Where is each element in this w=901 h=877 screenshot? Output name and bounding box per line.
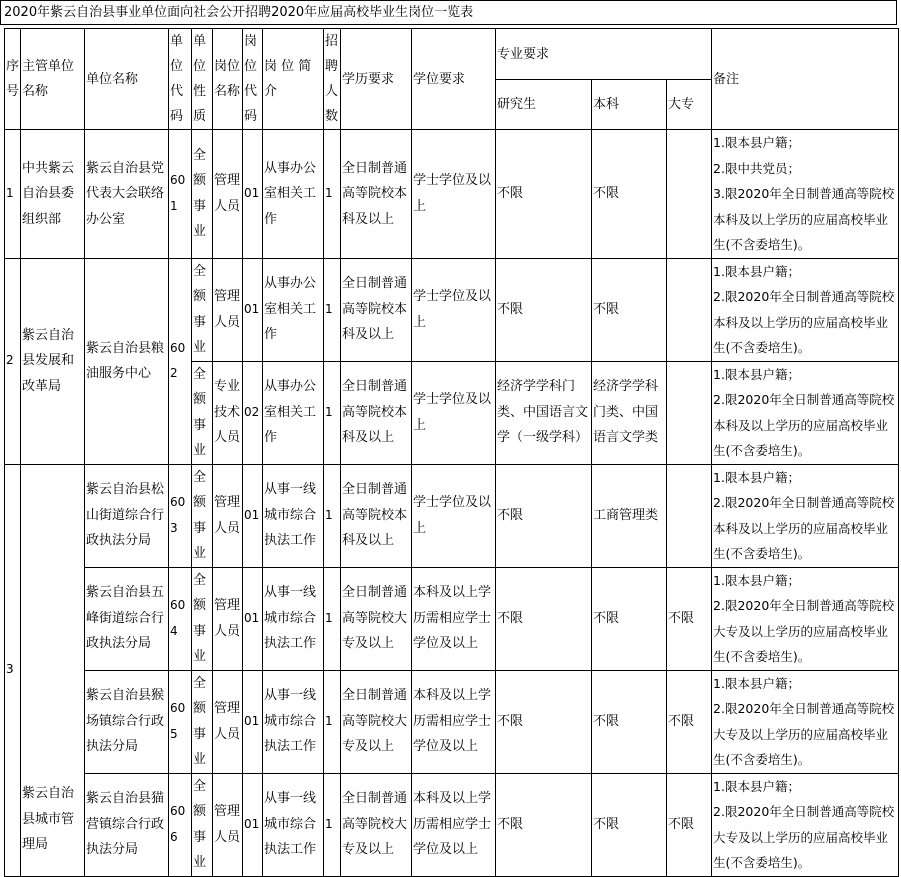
count-cell: 1 bbox=[324, 361, 341, 464]
remark-line: 1.限本县户籍； bbox=[713, 135, 800, 150]
unit-code-cell: 604 bbox=[169, 567, 192, 670]
dept-cell: 中共紫云自治县委组织部 bbox=[21, 130, 85, 259]
remark-line: 1.限本县户籍； bbox=[713, 675, 800, 691]
table-row bbox=[5, 130, 899, 259]
post-code-cell: 02 bbox=[243, 361, 263, 464]
remark-cell bbox=[712, 567, 899, 670]
table-row bbox=[5, 567, 899, 670]
remark-line: 1.限本县户籍； bbox=[713, 366, 800, 382]
post-code-cell: 01 bbox=[243, 130, 263, 259]
unit-code-cell: 602 bbox=[169, 258, 192, 464]
header-edu: 学历要求 bbox=[341, 29, 412, 130]
table-row bbox=[5, 464, 899, 567]
remark-cell bbox=[712, 130, 899, 259]
edu-cell: 全日制普通高等院校本科及以上 bbox=[341, 130, 412, 259]
remark-line: 2.限2020年全日制普通高等院校大专及以上学历的应届高校毕业生(不含委培生)。 bbox=[713, 598, 895, 664]
post-desc-cell: 从事一线城市综合执法工作 bbox=[263, 567, 324, 670]
post-name-cell: 专业技术人员 bbox=[213, 361, 243, 464]
count-cell: 1 bbox=[324, 464, 341, 567]
header-count: 招聘人数 bbox=[324, 29, 341, 130]
unit-code-cell: 603 bbox=[169, 464, 192, 567]
edu-cell: 全日制普通高等院校本科及以上 bbox=[341, 258, 412, 361]
remark-cell bbox=[712, 670, 899, 773]
bachelor-cell: 不限 bbox=[592, 130, 667, 259]
unit-cell: 紫云自治县粮油服务中心 bbox=[85, 258, 169, 464]
college-cell: 不限 bbox=[667, 670, 712, 773]
grad-cell: 不限 bbox=[496, 567, 592, 670]
degree-cell: 学士学位及以上 bbox=[412, 130, 496, 259]
college-cell: 不限 bbox=[667, 773, 712, 876]
post-desc-cell: 从事办公室相关工作 bbox=[263, 361, 324, 464]
grad-cell: 不限 bbox=[496, 258, 592, 361]
header-college: 大专 bbox=[667, 80, 712, 130]
grad-cell: 不限 bbox=[496, 464, 592, 567]
grad-cell: 不限 bbox=[496, 773, 592, 876]
bachelor-cell: 不限 bbox=[592, 258, 667, 361]
bachelor-cell: 不限 bbox=[592, 567, 667, 670]
unit-code-cell: 601 bbox=[169, 130, 192, 259]
college-cell bbox=[667, 130, 712, 259]
remark-line: 2.限2020年全日制普通高等院校本科及以上学历的应届高校毕业生(不含委培生)。 bbox=[713, 495, 895, 561]
remark-cell bbox=[712, 464, 899, 567]
seq-cell: 3 bbox=[5, 464, 21, 876]
header-major: 专业要求 bbox=[496, 29, 712, 80]
count-cell: 1 bbox=[324, 670, 341, 773]
remark-line: 1.限本县户籍； bbox=[713, 572, 800, 588]
positions-table bbox=[4, 28, 899, 877]
remark-line: 2.限2020年全日制普通高等院校大专及以上学历的应届高校毕业生(不含委培生)。 bbox=[713, 701, 895, 767]
unit-type-cell: 全额事业 bbox=[192, 464, 213, 567]
post-name-cell: 管理人员 bbox=[213, 258, 243, 361]
post-name-cell: 管理人员 bbox=[213, 773, 243, 876]
count-cell: 1 bbox=[324, 258, 341, 361]
seq-cell: 1 bbox=[5, 130, 21, 259]
post-name-cell: 管理人员 bbox=[213, 670, 243, 773]
unit-code-cell: 606 bbox=[169, 773, 192, 876]
table-row bbox=[5, 773, 899, 876]
header-grad: 研究生 bbox=[496, 80, 592, 130]
header-post-name: 岗位名称 bbox=[213, 29, 243, 130]
unit-cell: 紫云自治县松山街道综合行政执法分局 bbox=[85, 464, 169, 567]
post-name-cell: 管理人员 bbox=[213, 567, 243, 670]
count-cell: 1 bbox=[324, 130, 341, 259]
college-cell: 不限 bbox=[667, 567, 712, 670]
seq-cell: 2 bbox=[5, 258, 21, 464]
college-cell bbox=[667, 464, 712, 567]
header-remark: 备注 bbox=[712, 29, 899, 130]
college-cell bbox=[667, 361, 712, 464]
table-row bbox=[5, 258, 899, 361]
header-seq: 序号 bbox=[5, 29, 21, 130]
unit-code-cell: 605 bbox=[169, 670, 192, 773]
edu-cell: 全日制普通高等院校本科及以上 bbox=[341, 464, 412, 567]
table-row bbox=[5, 670, 899, 773]
post-desc-cell: 从事一线城市综合执法工作 bbox=[263, 670, 324, 773]
count-cell: 1 bbox=[324, 567, 341, 670]
remark-cell bbox=[712, 361, 899, 464]
dept-cell: 紫云自治县城市管理局 bbox=[21, 464, 85, 876]
post-code-cell: 01 bbox=[243, 773, 263, 876]
college-cell bbox=[667, 258, 712, 361]
table-title: 2020年紫云自治县事业单位面向社会公开招聘2020年应届高校毕业生岗位一览表 bbox=[0, 0, 897, 25]
bachelor-cell: 不限 bbox=[592, 670, 667, 773]
header-post-desc: 岗 位 简介 bbox=[263, 29, 324, 130]
bachelor-cell: 工商管理类 bbox=[592, 464, 667, 567]
post-desc-cell: 从事一线城市综合执法工作 bbox=[263, 773, 324, 876]
unit-cell: 紫云自治县党代表大会联络办公室 bbox=[85, 130, 169, 259]
remark-line: 2.限2020年全日制普通高等院校大专及以上学历的应届高校毕业生(不含委培生)。 bbox=[713, 804, 895, 870]
edu-cell: 全日制普通高等院校本科及以上 bbox=[341, 361, 412, 464]
remark-line: 2.限2020年全日制普通高等院校本科及以上学历的应届高校毕业生(不含委培生)。 bbox=[713, 289, 895, 355]
header-bachelor: 本科 bbox=[592, 80, 667, 130]
header-unit-type: 单位性质 bbox=[192, 29, 213, 130]
remark-line: 1.限本县户籍； bbox=[713, 778, 800, 794]
unit-type-cell: 全额事业 bbox=[192, 130, 213, 259]
degree-cell: 本科及以上学历需相应学士学位及以上 bbox=[412, 773, 496, 876]
remark-line: 2.限中共党员； bbox=[713, 160, 800, 176]
unit-type-cell: 全额事业 bbox=[192, 670, 213, 773]
edu-cell: 全日制普通高等院校大专及以上 bbox=[341, 670, 412, 773]
post-code-cell: 01 bbox=[243, 567, 263, 670]
header-unit-code: 单位代码 bbox=[169, 29, 192, 130]
remark-line: 2.限2020年全日制普通高等院校本科及以上学历的应届高校毕业生(不含委培生)。 bbox=[713, 392, 895, 458]
remark-line: 1.限本县户籍； bbox=[713, 469, 800, 485]
edu-cell: 全日制普通高等院校大专及以上 bbox=[341, 773, 412, 876]
post-name-cell: 管理人员 bbox=[213, 464, 243, 567]
count-cell: 1 bbox=[324, 773, 341, 876]
degree-cell: 学士学位及以上 bbox=[412, 258, 496, 361]
header-post-code: 岗位代码 bbox=[243, 29, 263, 130]
header-degree: 学位要求 bbox=[412, 29, 496, 130]
unit-cell: 紫云自治县猴场镇综合行政执法分局 bbox=[85, 670, 169, 773]
remark-cell bbox=[712, 773, 899, 876]
post-desc-cell: 从事一线城市综合执法工作 bbox=[263, 464, 324, 567]
remark-cell bbox=[712, 258, 899, 361]
bachelor-cell: 不限 bbox=[592, 773, 667, 876]
degree-cell: 本科及以上学历需相应学士学位及以上 bbox=[412, 567, 496, 670]
post-desc-cell: 从事办公室相关工作 bbox=[263, 130, 324, 259]
degree-cell: 学士学位及以上 bbox=[412, 361, 496, 464]
bachelor-cell: 经济学学科门类、中国语言文学类 bbox=[592, 361, 667, 464]
header-unit: 单位名称 bbox=[85, 29, 169, 130]
post-code-cell: 01 bbox=[243, 670, 263, 773]
unit-type-cell: 全额事业 bbox=[192, 361, 213, 464]
edu-cell: 全日制普通高等院校大专及以上 bbox=[341, 567, 412, 670]
dept-cell: 紫云自治县发展和改革局 bbox=[21, 258, 85, 464]
unit-type-cell: 全额事业 bbox=[192, 258, 213, 361]
degree-cell: 学士学位及以上 bbox=[412, 464, 496, 567]
header-dept: 主管单位名称 bbox=[21, 29, 85, 130]
degree-cell: 本科及以上学历需相应学士学位及以上 bbox=[412, 670, 496, 773]
remark-line: 3.限2020年全日制普通高等院校本科及以上学历的应届高校毕业生(不含委培生)。 bbox=[713, 186, 895, 252]
remark-line: 1.限本县户籍； bbox=[713, 263, 800, 279]
post-code-cell: 01 bbox=[243, 464, 263, 567]
unit-type-cell: 全额事业 bbox=[192, 567, 213, 670]
unit-cell: 紫云自治县猫营镇综合行政执法分局 bbox=[85, 773, 169, 876]
header-row-1 bbox=[5, 29, 899, 80]
post-code-cell: 01 bbox=[243, 258, 263, 361]
grad-cell: 经济学学科门类、中国语言文学（一级学科） bbox=[496, 361, 592, 464]
unit-cell: 紫云自治县五峰街道综合行政执法分局 bbox=[85, 567, 169, 670]
grad-cell: 不限 bbox=[496, 670, 592, 773]
post-name-cell: 管理人员 bbox=[213, 130, 243, 259]
unit-type-cell: 全额事业 bbox=[192, 773, 213, 876]
post-desc-cell: 从事办公室相关工作 bbox=[263, 258, 324, 361]
grad-cell: 不限 bbox=[496, 130, 592, 259]
